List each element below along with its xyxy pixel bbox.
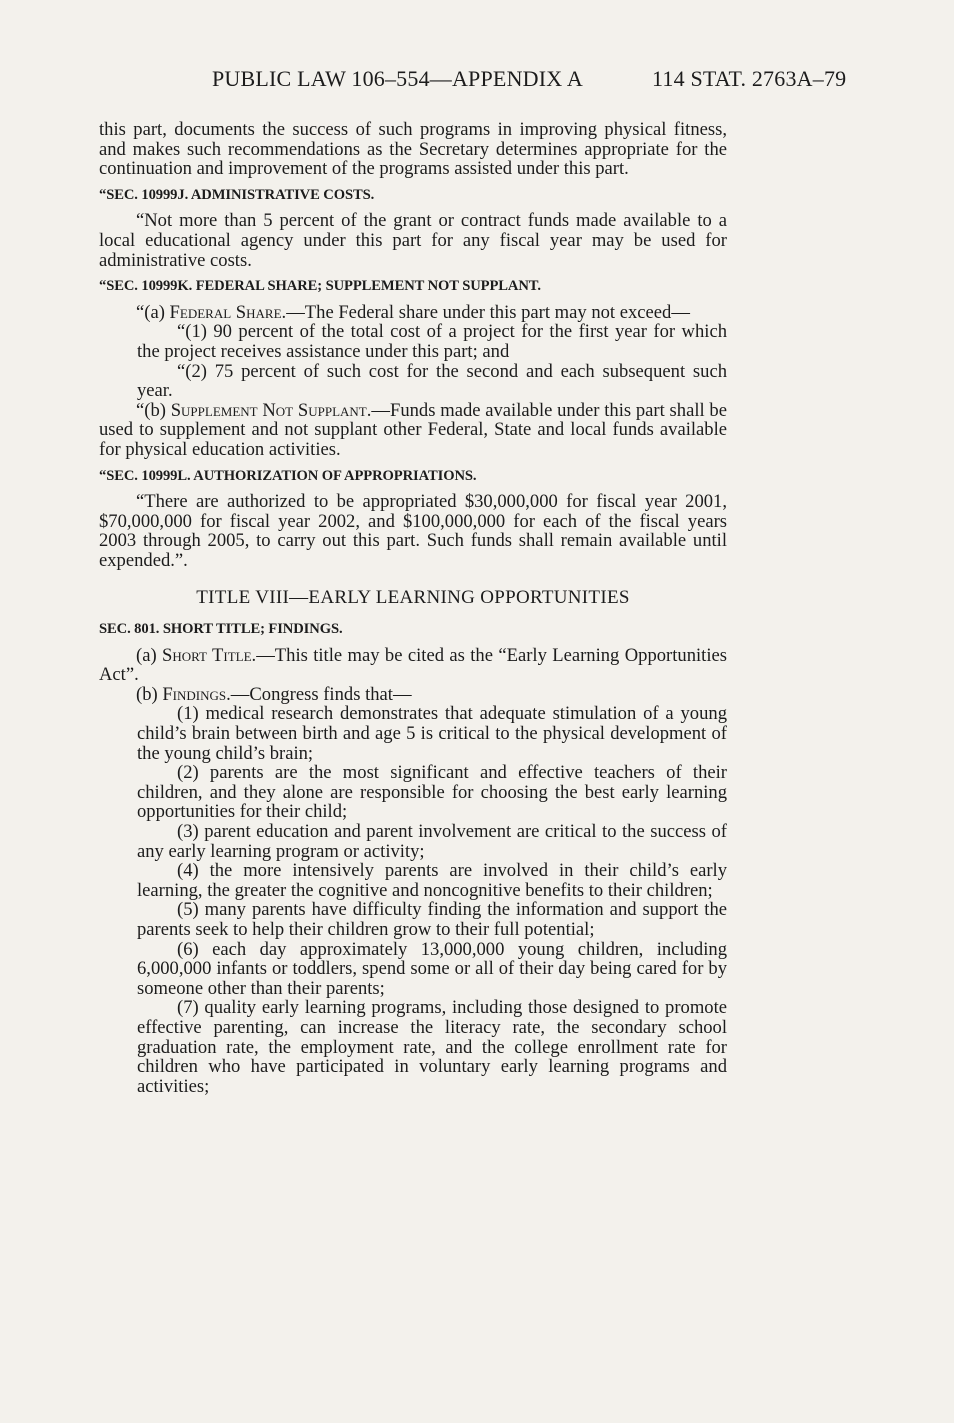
finding-5: (5) many parents have difficulty finding the information and support the parents seek to help their children grow to their full potential;: [137, 899, 727, 940]
paragraph-admin-costs: “Not more than 5 percent of the grant or contract funds made available to a local educational agency under this part for any fiscal year may be used for administrative costs.: [99, 210, 727, 271]
paragraph-appropriations: “There are authorized to be appropriated $30,000,000 for fiscal year 2001, $70,000,000 for fiscal year 2002, and $100,000,000 for each of the fiscal years 2003 through 2005, to carry out this part. Such funds shall remain available until expended.”.: [99, 491, 727, 571]
section-heading-10999k: “SEC. 10999K. FEDERAL SHARE; SUPPLEMENT NOT SUPPLANT.: [99, 278, 541, 295]
subsection-label: (a): [136, 644, 163, 666]
finding-4: (4) the more intensively parents are involved in their child’s early learning, the greater the cognitive and noncognitive benefits to their children;: [137, 860, 727, 901]
clause-1-ninety-percent: “(1) 90 percent of the total cost of a project for the first year for which the project receives assistance under this part; and: [137, 321, 727, 362]
subsection-label: (b): [136, 683, 163, 705]
section-heading-801: SEC. 801. SHORT TITLE; FINDINGS.: [99, 621, 343, 638]
paragraph-short-title: [99, 646, 727, 685]
subsection-text: .—The Federal share under this part may not exceed—: [281, 301, 690, 323]
paragraph-continuation: this part, documents the success of such programs in improving physical fitness, and makes such recommendations as the Secretary determines appropriate for the continuation and improvement of the programs assisted under this part.: [99, 119, 727, 180]
paragraph-findings: [99, 685, 727, 705]
section-heading-10999l: “SEC. 10999L. AUTHORIZATION OF APPROPRIATIONS.: [99, 467, 477, 484]
header-title: PUBLIC LAW 106–554—APPENDIX A: [212, 66, 583, 91]
section-heading-10999j: “SEC. 10999J. ADMINISTRATIVE COSTS.: [99, 186, 375, 203]
finding-6: (6) each day approximately 13,000,000 young children, including 6,000,000 infants or toddlers, spend some or all of their day being cared for by someone other than their parents;: [137, 938, 727, 999]
subsection-caption: Short Title: [162, 644, 252, 666]
finding-2: (2) parents are the most significant and effective teachers of their children, and they alone are responsible for choosing the best early learning opportunities for their child;: [137, 762, 727, 823]
subsection-caption: Federal Share: [169, 301, 282, 323]
subsection-label: “(b): [136, 399, 171, 421]
running-head: [212, 66, 847, 92]
subsection-caption: Supplement Not Supplant: [170, 399, 367, 421]
paragraph-supplement-not-supplant: [99, 401, 727, 460]
subsection-text: .—Funds made available under this part shall be used to supplement and not supplant other Federal, State and local funds available for physical education activities.: [99, 399, 727, 460]
title-heading: TITLE VIII—EARLY LEARNING OPPORTUNITIES: [196, 587, 630, 609]
subsection-text: .—Congress finds that—: [226, 683, 412, 705]
clause-2-seventy-five-percent: “(2) 75 percent of such cost for the second and each subsequent such year.: [137, 360, 727, 402]
finding-7: (7) quality early learning programs, including those designed to promote effective parenting, can increase the literacy rate, the secondary school graduation rate, the employment rate, and the college enrollment rate for children who have participated in voluntary early learning programs and activities;: [137, 997, 727, 1097]
page-body: [99, 120, 727, 1096]
page-folio: 114 STAT. 2763A–79: [652, 66, 847, 91]
subsection-caption: Findings: [162, 683, 227, 705]
paragraph-federal-share: [99, 303, 727, 323]
subsection-label: “(a): [136, 301, 170, 323]
finding-3: (3) parent education and parent involvement are critical to the success of any early learning program or activity;: [137, 821, 727, 862]
subsection-text: .—This title may be cited as the “Early Learning Opportunities Act”.: [99, 644, 727, 686]
finding-1: (1) medical research demonstrates that adequate stimulation of a young child’s brain between birth and age 5 is critical to the physical development of the young child’s brain;: [137, 703, 727, 764]
